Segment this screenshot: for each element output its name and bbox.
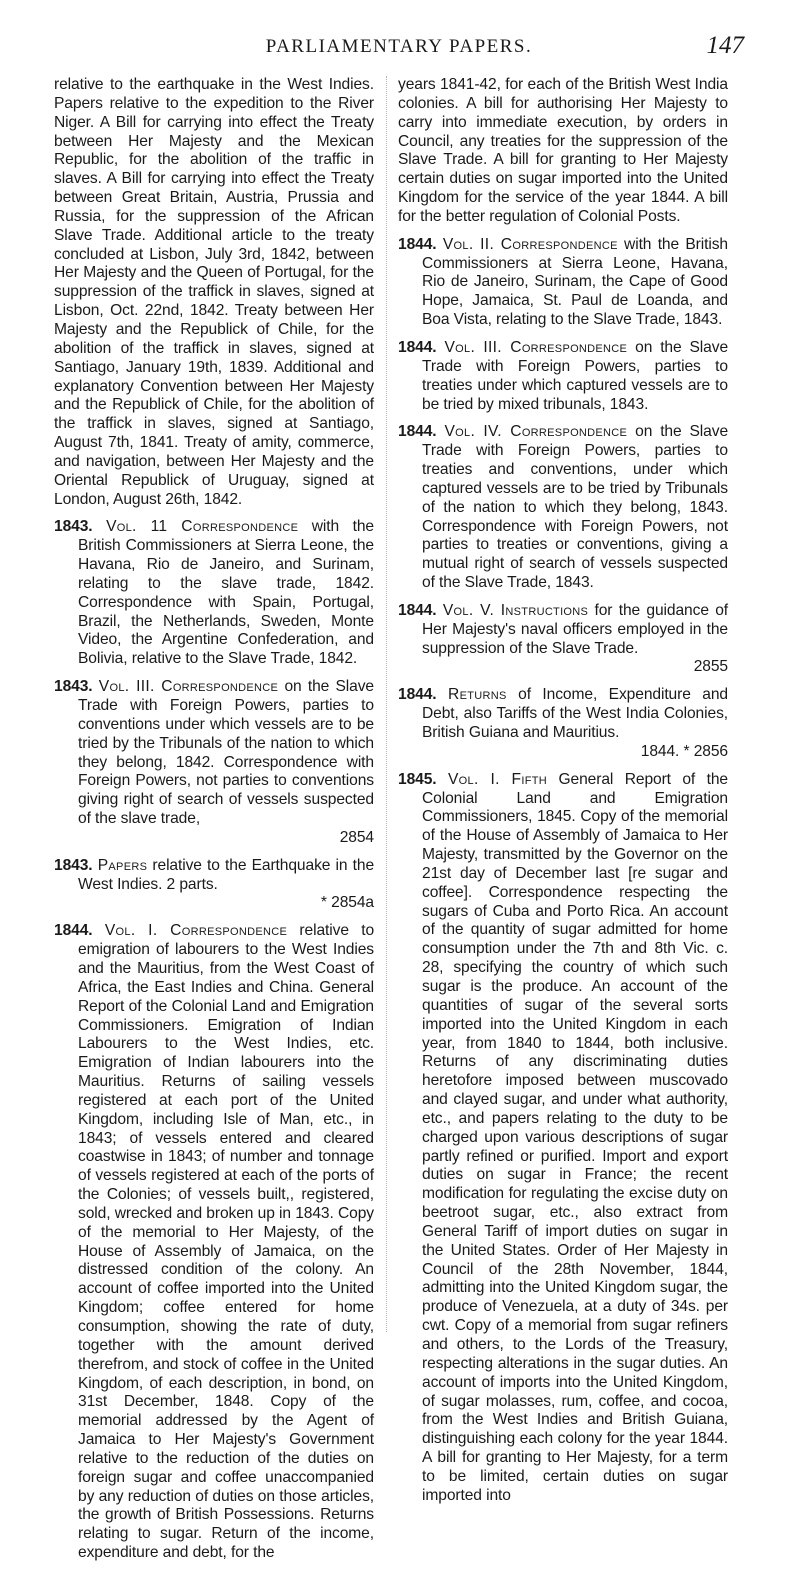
entry-text: on the Slave Trade with Foreign Powers, parties to treaties under which captured vessels are to be tried by mixed tribunals, 1843. (422, 338, 729, 413)
entry-label: Vol. III. Correspondence (444, 338, 628, 356)
entry-text: on the Slave Trade with Foreign Powers, parties to treaties and conventions, under which captured vessels are to be tried by Tribunals of the nation to which they belong, 1843. Correspondence with Foreign Powers, not parties to treaties or conventions, giving a mutual right of search of vessels suspected of the Slave Trade, 1843. (422, 423, 729, 592)
entry-year: 1844. (398, 601, 437, 619)
entry-text: relative to emigration of labourers to the West Indies and the Mauritius, from the West Coast of Africa, the East Indies and China. General Report of the Colonial Land and Emigration Commissioners. Emigration of Indian Labourers to the West Indies, etc. Emigration of Indian labourers into the Mauritius. Returns of sailing vessels registered at each port of the United Kingdom, including Isle of Man, etc., in 1843; of vessels entered and cleared coastwise in 1843; of number and tonnage of vessels registered at each of the ports of the Colonies; of vessels built,, registered, sold, wrecked and broken up in 1843. Copy of the memorial to Her Majesty, of the House of Assembly of Jamaica, on the distressed condition of the colony. An account of coffee imported into the United Kingdom; coffee entered for home consumption, showing the rate of duty, together with the amount derived therefrom, and stock of coffee in the United Kingdom, of each description, in bond, on 31st December, 1848. Copy of the memorial addressed by the Agent of Jamaica to Her Majesty's Government relative to the reduction of the duties on foreign sugar and coffee unaccompanied by any reduction of duties on those articles, the growth of British Possessions. Returns relating to sugar. Return of the income, expenditure and debt, for the (78, 922, 375, 1562)
entry-label: Returns (448, 686, 507, 704)
entry-year: 1843. (54, 678, 93, 696)
entry-label: Vol. III. Correspondence (98, 678, 279, 696)
entry (54, 678, 374, 848)
entry (398, 686, 728, 761)
entry-year: 1844. (398, 423, 437, 441)
entry-text: on the Slave Trade with Foreign Powers, parties to conventions under which vessels are to be tried by the Tribunals of the nation to which they belong, 1842. Correspondence with Foreign Powers, not parties to conventions giving right of search of vessels suspected of the slave trade, (78, 678, 375, 828)
entry-label: Vol. I. Fifth (447, 770, 548, 788)
entry-year: 1844. (398, 235, 437, 253)
entry-text: relative to the Earthquake in the West Indies. 2 parts. (78, 856, 375, 893)
entry-label: Vol. I. Correspondence (104, 922, 288, 940)
entry-label: Vol. II. Correspondence (442, 235, 618, 253)
entry (54, 857, 374, 914)
right-column (398, 76, 728, 1515)
entry (398, 423, 728, 593)
entry-text: relative to the earthquake in the West Indies. Papers relative to the expedition to the River Niger. A Bill for carrying into effect the Treaty between Her Majesty and the Mexican Republic, for the abolition of the traffic in slaves. A Bill for carrying into effect the Treaty between Great Britain, Austria, Prussia and Russia, for the suppression of the African Slave Trade. Additional article to the treaty concluded at Lisbon, July 3rd, 1842, between Her Majesty and the Queen of Portugal, for the suppression of the traffick in slaves, signed at Lisbon, Oct. 22nd, 1842. Treaty between Her Majesty and the Republick of Chile, for the abolition of the traffick in slaves, signed at Santiago, January 19th, 1839. Additional and explanatory Convention between Her Majesty and the Republick of Chile, for the abolition of the traffick in slaves, signed at Santiago, August 7th, 1841. Treaty of amity, commerce, and navigation, between Her Majesty and the Oriental Republick of Uruguay, signed at London, August 26th, 1842. (54, 76, 374, 508)
entry-text: with the British Commissioners at Sierra Leone, the Havana, Rio de Janeiro, and Surinam, relating to the slave trade, 1842. Correspondence with Spain, Portugal, Brazil, the Netherlands, Sweden, Monte Video, the Argentine Confederation, and Bolivia, relative to the Slave Trade, 1842. (78, 518, 374, 668)
entry-text: General Report of the Colonial Land and Emigration Commissioners, 1845. Copy of the memorial of the House of Assembly of Jamaica to Her Majesty, transmitted by the Governor on the 21st day of December last [re sugar and coffee]. Correspondence respecting the sugars of Cuba and Porto Rica. An account of the quantity of sugar admitted for home consumption under the 7th and 8th Vic. c. 28, specifying the country of which such sugar is the produce. An account of the quantities of sugar of the several sorts imported into the United Kingdom in each year, from 1840 to 1844, both inclusive. Returns of any discriminating duties heretofore imposed between muscovado and clayed sugar, and under what authority, etc., and papers relating to the duty to be charged upon various descriptions of sugar partly refined or purified. Import and export duties on sugar in France; the recent modification for regulating the excise duty on beetroot sugar, etc., also extract from General Tariff of import duties on sugar in the United States. Order of Her Majesty in Council of the 28th November, 1844, admitting into the United Kingdom sugar, the produce of Venezuela, at a duty of 34s. per cwt. Copy of a memorial from sugar refiners and others, to the Lords of the Treasury, respecting alterations in the sugar duties. An account of imports into the United Kingdom, of sugar molasses, rum, coffee, and cocoa, from the West Indies and British Guiana, distinguishing each colony for the year 1844. A bill for granting to Her Majesty, for a term to be limited, certain duties on sugar imported into (422, 770, 728, 1504)
entry-year: 1844. (54, 922, 93, 940)
entry-continuation (54, 76, 374, 509)
entry-year: 1843. (54, 518, 93, 536)
page-number: 147 (706, 32, 744, 59)
entry (398, 339, 728, 414)
entry-text: years 1841-42, for each of the British West India colonies. A bill for authorising Her Majesty to carry into immediate execution, by orders in Council, any treaties for the suppression of the Slave Trade. A bill for granting to Her Majesty certain duties on sugar imported into the United Kingdom for the service of the year 1844. A bill for the better regulation of Colonial Posts. (398, 76, 728, 225)
entry-text: of Income, Expenditure and Debt, also Tariffs of the West India Colonies, British Guiana and Mauritius. (422, 686, 729, 741)
entry-continuation (398, 76, 728, 227)
entry-year: 1845. (398, 770, 437, 788)
entry-reference: * 2854a (320, 894, 374, 912)
entry (398, 602, 728, 677)
entry-year: 1844. (398, 686, 437, 704)
entry-reference: 2855 (693, 658, 728, 676)
entry-year: 1844. (398, 338, 437, 356)
entry (54, 922, 374, 1563)
entry (398, 236, 728, 330)
entry-text: with the British Commissioners at Sierra Leone, Havana, Rio de Janeiro, Surinam, the Cape of Good Hope, Jamaica, St. Paul de Loanda, and Boa Vista, relating to the Slave Trade, 1843. (422, 235, 729, 329)
entry-text: for the guidance of Her Majesty's naval officers employed in the suppression of the Slave Trade. (422, 601, 729, 657)
entry (54, 518, 374, 669)
running-title: PARLIAMENTARY PAPERS. (265, 36, 533, 57)
entry-reference: 2854 (339, 828, 374, 846)
column-divider (386, 76, 387, 1332)
entry (398, 771, 728, 1506)
left-column (54, 76, 374, 1572)
entry-label: Vol. IV. Correspondence (444, 423, 628, 441)
entry-label: Vol. 11 Correspondence (106, 518, 299, 536)
entry-label: Papers (97, 856, 148, 874)
entry-label: Vol. V. Instructions (442, 601, 589, 619)
page-header (54, 28, 744, 62)
entry-year: 1843. (54, 856, 93, 874)
entry-reference: 1844. * 2856 (640, 742, 728, 760)
